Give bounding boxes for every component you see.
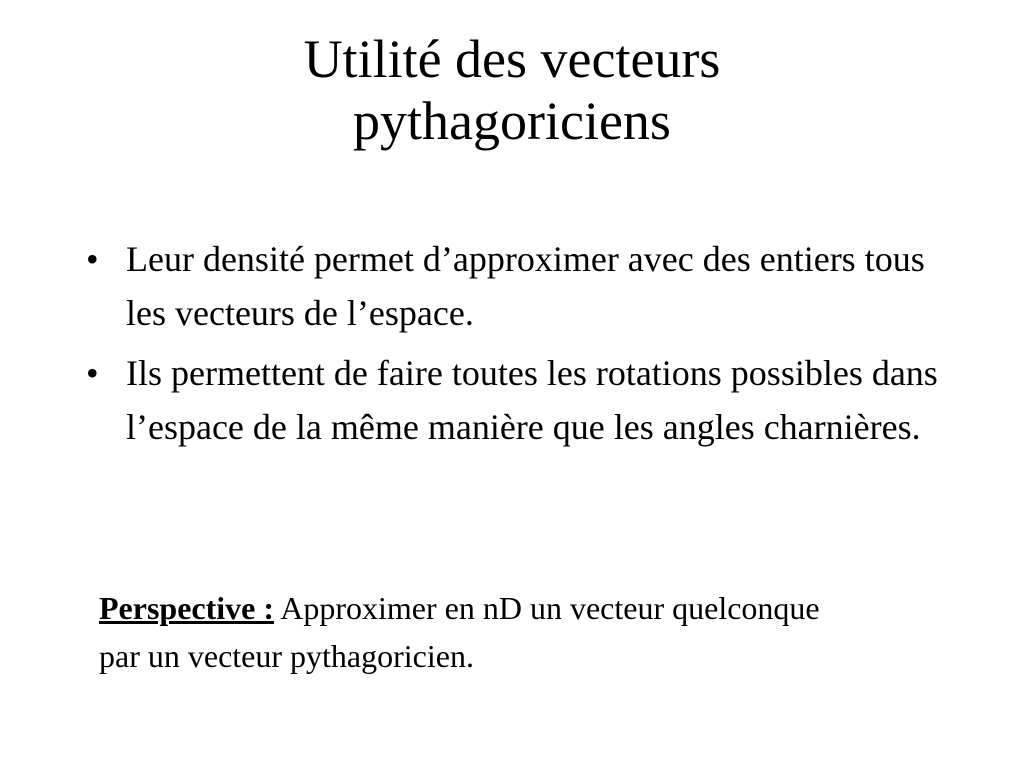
bullet-list [86, 232, 966, 460]
bullet-item [86, 232, 966, 340]
slide-title-line-2: pythagoriciens [353, 91, 671, 151]
slide-title-line-1: Utilité des vecteurs [303, 29, 721, 89]
bullet-item [86, 346, 966, 454]
bullet-text: Ils permettent de faire toutes les rotations possibles dans l’espace de la même manière que les angles charnières. [126, 353, 938, 447]
bullet-dot-icon: • [86, 239, 99, 279]
perspective-label: Perspective : [99, 590, 275, 626]
perspective-text: Approximer en nD un vecteur quelconque par un vecteur pythagoricien. [99, 590, 820, 674]
bullet-text: Leur densité permet d’approximer avec des entiers tous les vecteurs de l’espace. [126, 239, 925, 333]
perspective-note [99, 584, 859, 680]
slide-title [112, 28, 912, 152]
bullet-dot-icon: • [86, 353, 99, 393]
